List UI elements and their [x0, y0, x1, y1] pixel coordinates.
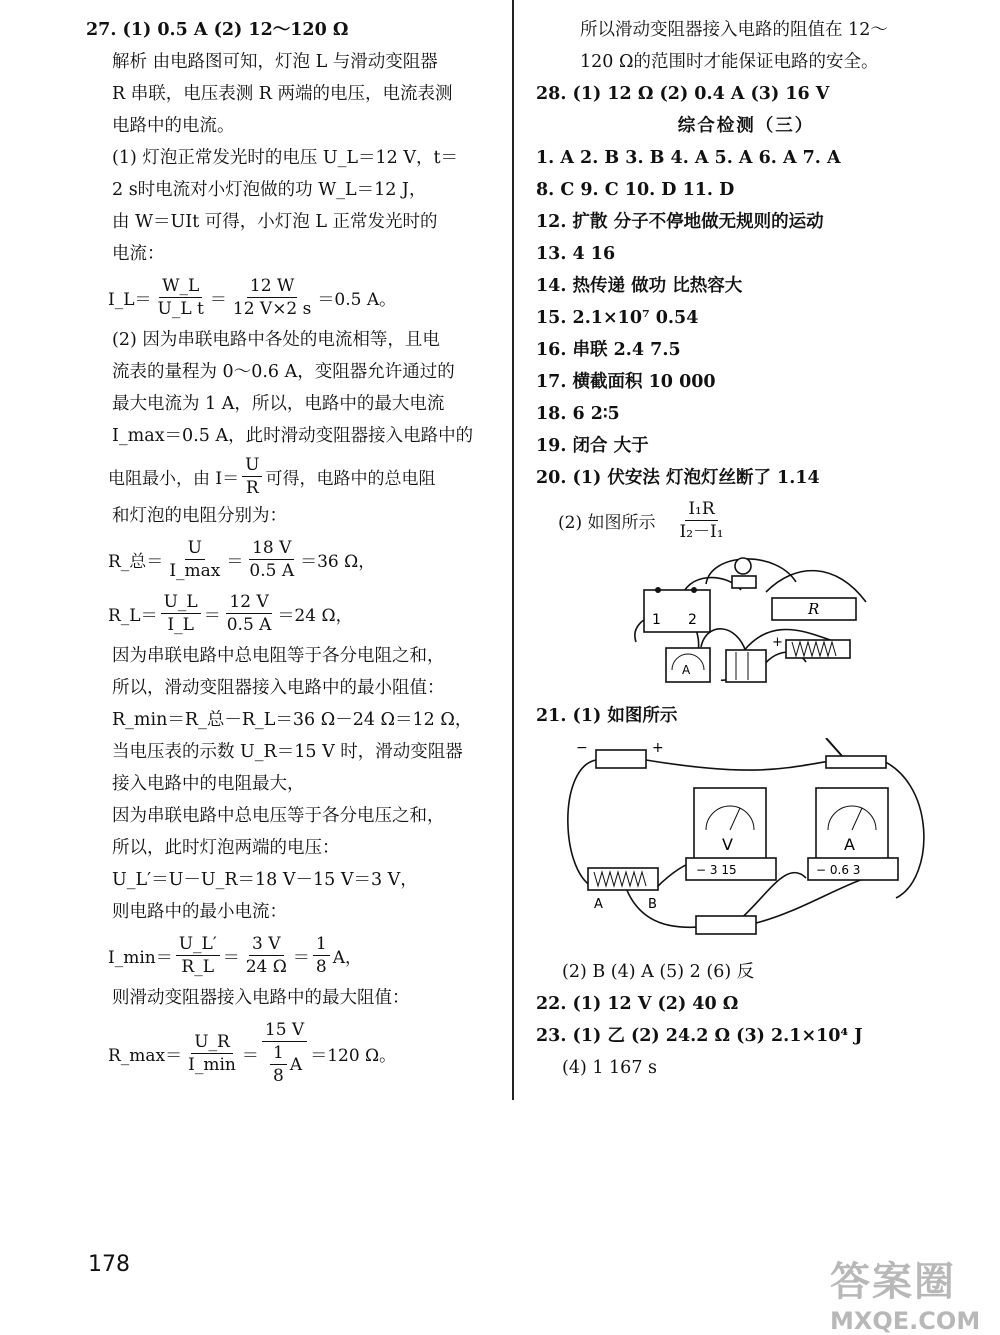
analysis-line: 因为串联电路中总电压等于各分电压之和，: [112, 806, 445, 826]
answer-row: 15. 2.1×10⁷ 0.54: [536, 308, 699, 328]
analysis-line: U_L′＝U－U_R＝18 V－15 V＝3 V，: [112, 870, 418, 890]
svg-text:2: 2: [688, 612, 697, 628]
answer-row: 16. 串联 2.4 7.5: [536, 340, 681, 360]
analysis-line: 和灯泡的电阻分别为：: [112, 506, 287, 526]
right-column: [536, 14, 956, 1084]
analysis-line: 接入电路中的电阻最大，: [112, 774, 305, 794]
answer-row: 8. C 9. C 10. D 11. D: [536, 180, 735, 200]
circuit-figure-2: [536, 738, 956, 948]
answer-row: 21. (1) 如图所示: [536, 706, 678, 726]
answer-row: 17. 横截面积 10 000: [536, 372, 716, 392]
column-divider: [512, 0, 514, 1100]
resistor-board: [696, 916, 756, 934]
analysis-line-with-fraction: 电阻最小，由 I＝ $\frac{U}{R}$ 可得，电路中的总电阻: [108, 454, 436, 498]
section-title: 综合检测（三）: [677, 116, 815, 136]
answer-row-with-fraction: (2) 如图所示 $\frac{\text{I₁R}}{\text{I₂－I₁}}$: [558, 498, 724, 542]
svg-text:R: R: [808, 600, 820, 618]
answer-row: 13. 4 16: [536, 244, 616, 264]
analysis-line: 则电路中的最小电流：: [112, 902, 287, 922]
analysis-line: (1) 灯泡正常发光时的电压 U_L＝12 V，t＝: [112, 148, 459, 168]
answer-row: (2) B (4) A (5) 2 (6) 反: [562, 962, 755, 982]
svg-text:−: −: [576, 740, 588, 756]
switch-icon: [826, 738, 886, 768]
answer-row: 20. (1) 伏安法 灯泡灯丝断了 1.14: [536, 468, 820, 488]
analysis-line: 最大电流为 1 A，所以，电路中的最大电流: [112, 394, 445, 414]
svg-text:A: A: [682, 663, 691, 677]
answer-row: 23. (1) 乙 (2) 24.2 Ω (3) 2.1×10⁴ J: [536, 1026, 863, 1046]
watermark-text: 答案圈: [830, 1259, 956, 1305]
answer-row: 18. 6 2∶5: [536, 404, 620, 424]
equation-total-resistance: R_总＝ $\frac{U}{I\_\max}$ ＝ $\frac{18 V}{0.5 A}$ ＝36 Ω，: [108, 537, 376, 581]
analysis-line: 则滑动变阻器接入电路中的最大阻值：: [112, 988, 410, 1008]
svg-text:− 0.6 3: − 0.6 3: [816, 863, 861, 877]
rheostat-icon: [588, 868, 658, 912]
circuit-figure-1: [536, 552, 956, 692]
question-27-answer: 27. (1) 0.5 A (2) 12～120 Ω: [86, 20, 349, 40]
svg-text:− 3 15: − 3 15: [696, 863, 737, 877]
ammeter-icon: [808, 788, 898, 880]
watermark: [830, 1250, 980, 1335]
analysis-line: 所以，此时灯泡两端的电压：: [112, 838, 340, 858]
analysis-line: 流表的量程为 0～0.6 A，变阻器允许通过的: [112, 362, 455, 382]
analysis-line: 所以，滑动变阻器接入电路中的最小阻值：: [112, 678, 445, 698]
svg-text:A: A: [844, 835, 855, 854]
voltmeter-icon: [686, 788, 776, 880]
analysis-line: 当电压表的示数 U_R＝15 V 时，滑动变阻器: [112, 742, 463, 762]
answer-row: 12. 扩散 分子不停地做无规则的运动: [536, 212, 824, 232]
analysis-line: 解析 由电路图可知，灯泡 L 与滑动变阻器: [112, 52, 438, 72]
left-column: [86, 14, 502, 1092]
battery-icon: [576, 740, 664, 768]
equation-max-resistance: R_max＝ $\frac{U\_R}{I\_\min}$ ＝ 15 V $\frac{1}{8}$ A ＝120 Ω。: [108, 1020, 397, 1086]
svg-text:+: +: [772, 635, 783, 650]
svg-text:1: 1: [652, 612, 661, 628]
page-number: 178: [88, 1252, 130, 1277]
answer-row: 19. 闭合 大于: [536, 436, 649, 456]
analysis-line: 120 Ω的范围时才能保证电路的安全。: [580, 52, 879, 72]
analysis-line: (2) 因为串联电路中各处的电流相等，且电: [112, 330, 440, 350]
ammeter-icon: [666, 648, 710, 682]
analysis-line: R_min＝R_总－R_L＝36 Ω－24 Ω＝12 Ω，: [112, 710, 473, 730]
svg-text:B: B: [648, 897, 657, 912]
analysis-line: 由 W＝UIt 可得，小灯泡 L 正常发光时的: [112, 212, 438, 232]
svg-text:A: A: [594, 897, 603, 912]
equation-current: I_L＝ $\frac{W\_L}{\text{U\_L t}}$ ＝ $\frac{12 W}{12 V\times 2 s}$ ＝0.5 A。: [108, 275, 397, 319]
analysis-line: 2 s时电流对小灯泡做的功 W_L＝12 J，: [112, 180, 427, 200]
svg-text:+: +: [652, 740, 664, 756]
analysis-line: 因为串联电路中总电阻等于各分电阻之和，: [112, 646, 445, 666]
analysis-line: 所以滑动变阻器接入电路的阻值在 12～: [580, 20, 888, 40]
analysis-line: I_max＝0.5 A，此时滑动变阻器接入电路中的: [112, 426, 474, 446]
equation-lamp-resistance: R_L＝ $\frac{U\_L}{I\_L}$ ＝ $\frac{12 V}{0.5 A}$ ＝24 Ω，: [108, 591, 353, 635]
watermark-url: MXQE.COM: [830, 1307, 981, 1335]
answer-row: 14. 热传递 做功 比热容大: [536, 276, 743, 296]
answer-row: 1. A 2. B 3. B 4. A 5. A 6. A 7. A: [536, 148, 841, 168]
bulb-icon: [732, 558, 756, 588]
analysis-line: 电流：: [112, 244, 165, 264]
rheostat-icon: [772, 635, 850, 658]
svg-text:V: V: [722, 835, 733, 854]
answer-row: (4) 1 167 s: [562, 1058, 657, 1078]
analysis-line: 电路中的电流。: [112, 116, 235, 136]
equation-min-current: I_min＝ $\frac{U\_L'}{R\_L}$ ＝ $\frac{3 V}{24 \Omega}$ ＝ $\frac{1}{8}$ A，: [108, 933, 362, 977]
battery-icon: [726, 650, 766, 682]
answer-row: 22. (1) 12 V (2) 40 Ω: [536, 994, 739, 1014]
analysis-line: R 串联，电压表测 R 两端的电压，电流表测: [112, 84, 453, 104]
question-28-answer: 28. (1) 12 Ω (2) 0.4 A (3) 16 V: [536, 84, 830, 104]
